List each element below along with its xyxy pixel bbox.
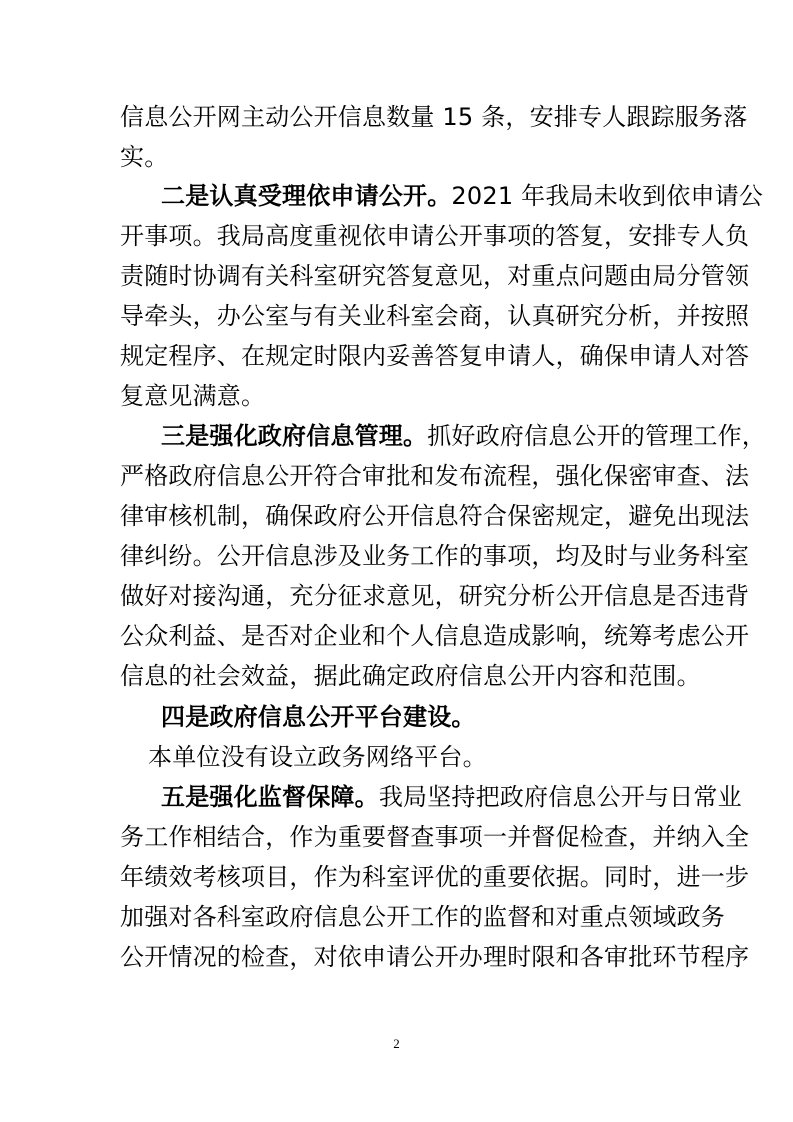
section-heading: 三是强化政府信息管理。 xyxy=(161,422,428,450)
text-line xyxy=(0,817,793,857)
text-line xyxy=(0,737,793,777)
text-line xyxy=(0,897,793,937)
text-line xyxy=(0,256,793,296)
text-line xyxy=(0,456,793,496)
text-line xyxy=(0,777,793,817)
text-line xyxy=(0,216,793,256)
text-line xyxy=(0,137,793,177)
line-text: 务工作相结合，作为重要督查事项一并督促检查，并纳入全 xyxy=(120,823,750,851)
line-text: 复意见满意。 xyxy=(120,382,266,410)
text-line xyxy=(0,536,793,576)
text-line xyxy=(0,937,793,977)
line-text: 年绩效考核项目，作为科室评优的重要依据。同时，进一步 xyxy=(120,863,750,891)
line-text: 本单位没有设立政务网络平台。 xyxy=(148,743,487,771)
text-line xyxy=(0,616,793,656)
text-line xyxy=(0,857,793,897)
text-line xyxy=(0,376,793,416)
text-line xyxy=(0,296,793,336)
section-heading: 四是政府信息公开平台建设。 xyxy=(161,703,476,731)
line-text: 公众利益、是否对企业和个人信息造成影响，统筹考虑公开 xyxy=(120,622,750,650)
line-text: 我局坚持把政府信息公开与日常业 xyxy=(378,783,742,811)
text-line xyxy=(0,416,793,456)
line-text: 信息公开网主动公开信息数量 15 条，安排专人跟踪服务落 xyxy=(120,103,748,131)
line-text: 规定程序、在规定时限内妥善答复申请人，确保申请人对答 xyxy=(120,342,750,370)
line-text: 责随时协调有关科室研究答复意见，对重点问题由局分管领 xyxy=(120,262,750,290)
text-line xyxy=(0,496,793,536)
line-text: 导牵头，办公室与有关业科室会商，认真研究分析，并按照 xyxy=(120,302,750,330)
text-line xyxy=(0,336,793,376)
section-heading: 五是强化监督保障。 xyxy=(161,783,379,811)
line-text: 严格政府信息公开符合审批和发布流程，强化保密审查、法 xyxy=(120,462,750,490)
page-number: 2 xyxy=(393,1036,400,1051)
line-text: 律审核机制，确保政府公开信息符合保密规定，避免出现法 xyxy=(120,502,750,530)
line-text: 实。 xyxy=(120,143,169,171)
section-heading: 二是认真受理依申请公开。 xyxy=(161,182,452,210)
line-text: 信息的社会效益，据此确定政府信息公开内容和范围。 xyxy=(120,662,701,690)
text-line xyxy=(0,576,793,616)
text-line xyxy=(0,176,793,216)
line-text: 律纠纷。公开信息涉及业务工作的事项，均及时与业务科室 xyxy=(120,542,750,570)
line-text: 开事项。我局高度重视依申请公开事项的答复，安排专人负 xyxy=(120,222,750,250)
line-text: 做好对接沟通，充分征求意见，研究分析公开信息是否违背 xyxy=(120,582,750,610)
line-text: 抓好政府信息公开的管理工作， xyxy=(427,422,767,450)
line-text: 加强对各科室政府信息公开工作的监督和对重点领域政务 xyxy=(120,903,725,931)
text-line xyxy=(0,97,793,137)
line-text: 2021 年我局未收到依申请公 xyxy=(451,182,764,210)
text-line xyxy=(0,656,793,696)
text-line xyxy=(0,697,793,737)
line-text: 公开情况的检查，对依申请公开办理时限和各审批环节程序 xyxy=(120,943,750,971)
